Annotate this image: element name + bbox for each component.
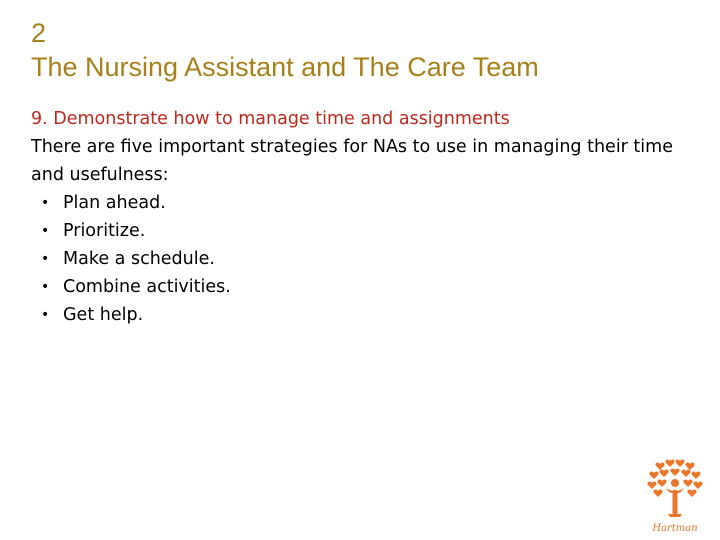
list-item-text: Make a schedule. <box>63 249 215 269</box>
bullet-icon: • <box>41 223 50 239</box>
list-item <box>31 217 691 245</box>
bullet-icon: • <box>41 251 50 267</box>
list-item-text: Prioritize. <box>63 221 146 241</box>
heart-tree-icon <box>647 460 702 517</box>
strategy-list <box>31 189 691 329</box>
bullet-icon: • <box>41 279 50 295</box>
hartman-logo <box>640 456 710 536</box>
list-item <box>31 273 691 301</box>
list-item-text: Get help. <box>63 305 144 325</box>
intro-paragraph: There are five important strategies for NAs to use in managing their time and usefulness: <box>31 137 673 185</box>
slide-title-text: The Nursing Assistant and The Care Team <box>31 52 539 82</box>
list-item <box>31 301 691 329</box>
bullet-icon: • <box>41 307 50 323</box>
bullet-icon: • <box>41 195 50 211</box>
list-item-text: Plan ahead. <box>63 193 166 213</box>
list-item <box>31 245 691 273</box>
list-item-text: Combine activities. <box>63 277 231 297</box>
section-heading: 9. Demonstrate how to manage time and assignments <box>31 109 510 129</box>
slide-number: 2 <box>31 18 47 48</box>
list-item <box>31 189 691 217</box>
slide-title <box>31 16 539 84</box>
logo-wordmark: Hartman <box>652 523 698 534</box>
slide-content <box>31 105 691 329</box>
